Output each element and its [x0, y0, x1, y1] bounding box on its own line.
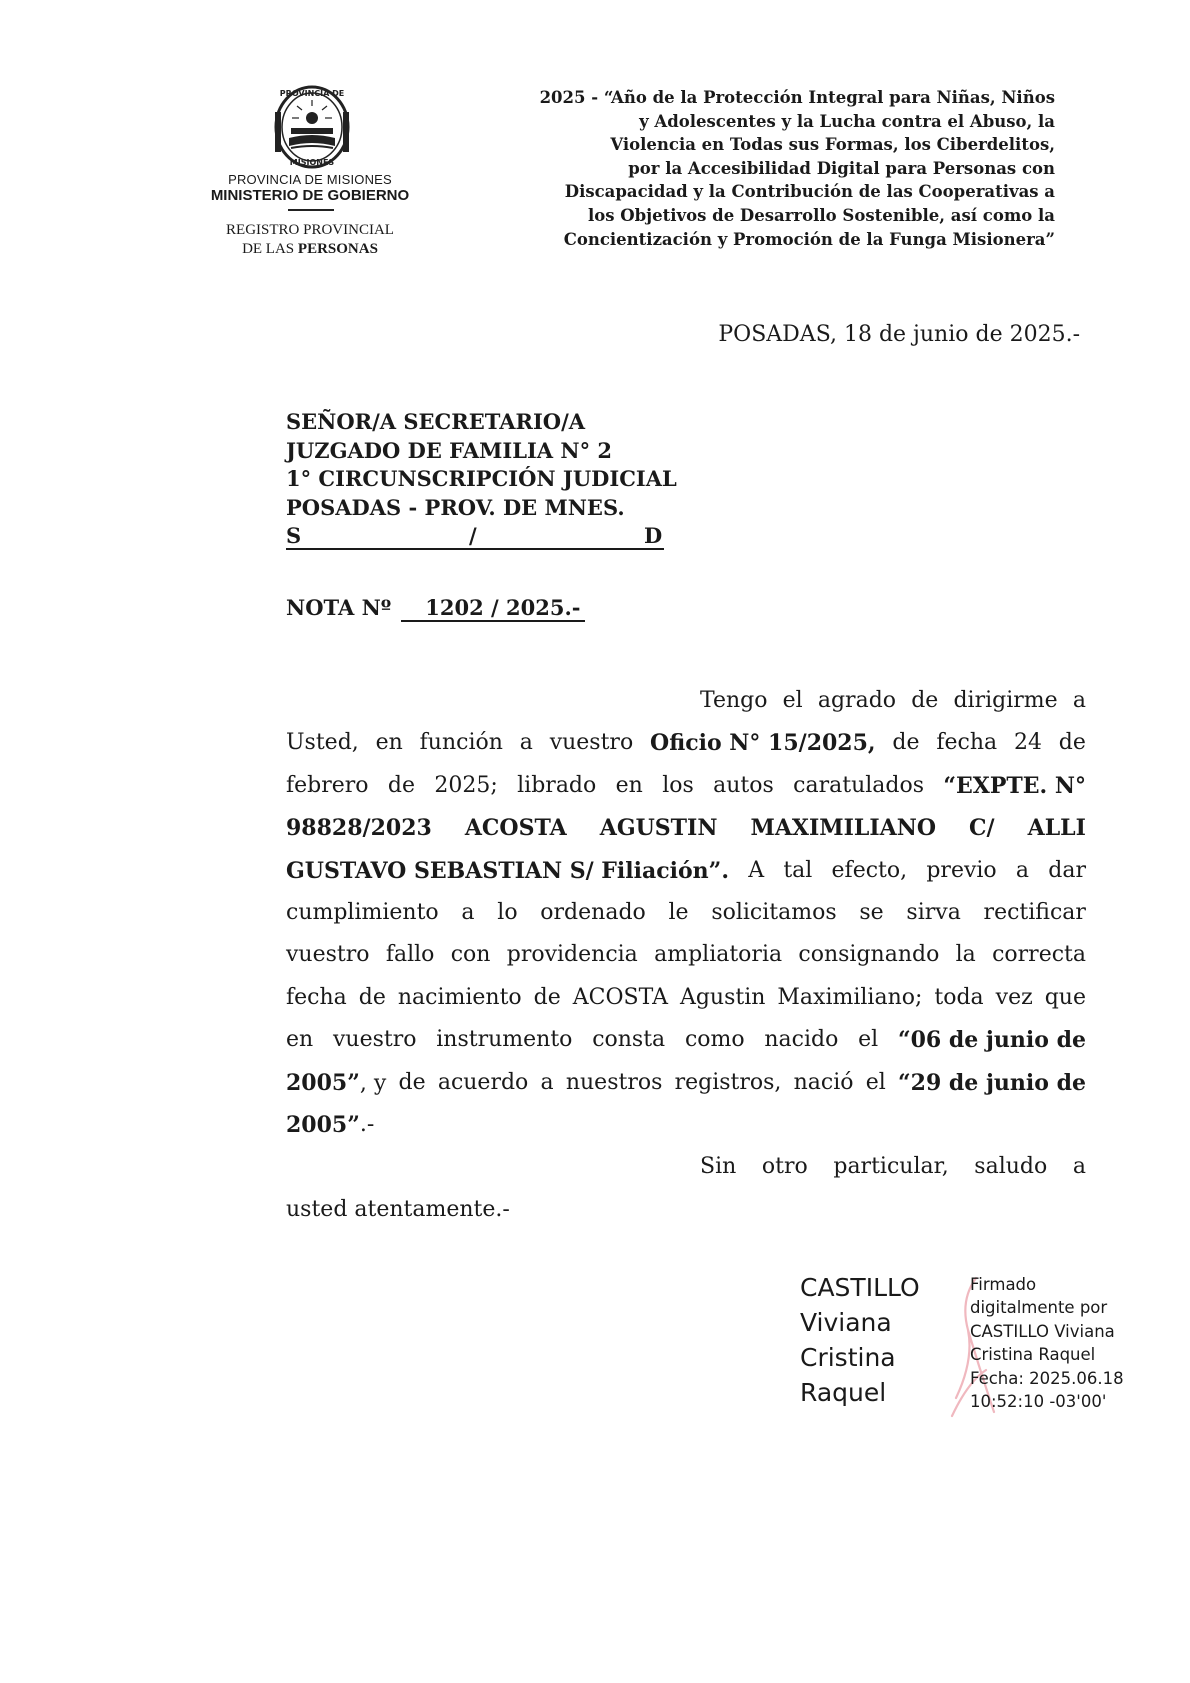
word: a — [1072, 688, 1086, 713]
word: acuerdo — [437, 1069, 529, 1095]
signer-name-line: CASTILLO — [800, 1273, 920, 1302]
word: MAXIMILIANO — [750, 815, 937, 842]
word: febrero — [286, 772, 369, 798]
org-registry-line1: REGISTRO PROVINCIAL — [226, 222, 394, 238]
date-line: POSADAS, 18 de junio de 2025.- — [718, 322, 1080, 347]
org-ministry: MINISTERIO DE GOBIERNO — [210, 187, 410, 204]
word: el — [858, 1027, 879, 1053]
body-line — [286, 1019, 1086, 1061]
body-line — [286, 850, 1086, 892]
word: cumplimiento — [286, 899, 439, 925]
word: en — [375, 730, 403, 756]
word: en — [615, 772, 643, 798]
word: , y — [359, 1070, 387, 1096]
word: registros, — [674, 1069, 782, 1095]
signature-detail-line: 10:52:10 -03'00' — [970, 1392, 1107, 1412]
oficio-ref: Oficio N° 15/2025, — [650, 730, 876, 757]
body-line — [286, 892, 1086, 934]
word: efecto, — [831, 857, 908, 883]
org-registry-prefix: DE LAS — [242, 241, 295, 257]
recorded-date-start: “06 de junio de — [897, 1027, 1086, 1054]
word: vez — [995, 984, 1033, 1010]
closing-line — [286, 1146, 1086, 1188]
correct-date-start: “29 de junio de — [898, 1069, 1086, 1096]
signature-detail-line: Cristina Raquel — [970, 1345, 1096, 1365]
word: ordenado — [540, 899, 646, 925]
word: le — [668, 899, 689, 925]
sd-s: S — [286, 523, 302, 548]
letter-body — [286, 680, 1086, 1231]
signature-details — [970, 1273, 1124, 1413]
word: de — [533, 984, 561, 1010]
signer-name — [800, 1270, 920, 1410]
word: ampliatoria — [654, 942, 783, 968]
word: los — [662, 772, 694, 798]
word: se — [859, 899, 884, 925]
word: Sin — [700, 1154, 737, 1180]
word: toda — [934, 984, 984, 1010]
word: vuestro — [286, 942, 370, 968]
motto-line: Concientización y Promoción de la Funga Misionera” — [563, 229, 1055, 249]
word: a — [540, 1069, 554, 1095]
signature-detail-line: Firmado — [970, 1275, 1037, 1294]
addressee-block — [286, 408, 806, 550]
motto-line: 2025 - “Año de la Protección Integral para Niñas, Niños — [539, 88, 1055, 107]
word: 2025; — [434, 772, 498, 798]
crest-label-top: PROVINCIA DE — [279, 89, 345, 98]
note-number — [286, 595, 585, 622]
word: nacido — [764, 1027, 839, 1053]
motto-line: Violencia en Todas sus Formas, los Ciberdelitos, — [610, 135, 1055, 155]
note-label: NOTA Nº — [286, 595, 392, 620]
word: autos — [713, 772, 774, 798]
word: Maximiliano; — [777, 984, 923, 1010]
word-group — [286, 1062, 386, 1104]
org-province: PROVINCIA DE MISIONES — [228, 172, 392, 187]
crest-label-bottom: MISIONES — [289, 158, 335, 167]
word: vuestro — [549, 730, 634, 756]
closing-text: usted atentamente.- — [286, 1196, 510, 1222]
word: el — [782, 688, 803, 713]
word: Usted, — [286, 730, 359, 756]
word: providencia — [506, 942, 638, 968]
motto-line: Discapacidad y la Contribución de las Cooperativas a — [564, 182, 1055, 202]
word: A — [748, 857, 765, 883]
word: agrado — [817, 688, 897, 713]
word: en — [286, 1027, 314, 1053]
word: de — [892, 730, 920, 756]
word: ACOSTA — [572, 984, 668, 1010]
word: de — [398, 1069, 426, 1095]
word: Tengo — [700, 688, 768, 713]
word: a — [1072, 1154, 1086, 1180]
word: previo — [926, 857, 997, 883]
body-line — [286, 977, 1086, 1019]
word: librado — [517, 772, 597, 798]
word: instrumento — [436, 1027, 573, 1053]
word: tal — [783, 857, 813, 883]
word: rectificar — [983, 899, 1086, 925]
word: AGUSTIN — [599, 815, 718, 842]
word: 24 — [1013, 730, 1042, 756]
word: dar — [1048, 857, 1086, 883]
body-line — [286, 680, 1086, 722]
body-line — [286, 722, 1086, 764]
word: C/ — [969, 815, 995, 842]
org-registry-bold: PERSONAS — [297, 241, 378, 257]
word: .- — [359, 1111, 375, 1137]
word: particular, — [833, 1154, 949, 1180]
signer-name-line: Viviana — [800, 1308, 892, 1337]
word: fecha — [936, 730, 998, 756]
sd-underline — [286, 548, 664, 550]
word: función — [419, 730, 503, 756]
word: nació — [793, 1069, 854, 1095]
addressee-line: JUZGADO DE FAMILIA N° 2 — [286, 437, 613, 463]
motto-line: por la Accesibilidad Digital para Personas con — [628, 158, 1055, 178]
signature-detail-line: CASTILLO Viviana — [970, 1321, 1115, 1341]
case-ref-end: GUSTAVO SEBASTIAN S/ Filiación”. — [286, 857, 729, 884]
word: Agustin — [679, 984, 766, 1010]
addressee-line: 1° CIRCUNSCRIPCIÓN JUDICIAL — [286, 466, 677, 491]
province-crest-icon — [267, 82, 357, 174]
signer-name-line: Cristina — [800, 1343, 896, 1372]
word: con — [450, 942, 491, 968]
word: de — [911, 688, 939, 713]
word: a — [519, 730, 533, 756]
word: a — [461, 899, 475, 925]
word: 98828/2023 — [286, 815, 432, 842]
motto-line: y Adolescentes y la Lucha contra el Abuso, la — [639, 111, 1055, 131]
word: la — [955, 942, 976, 968]
word: correcta — [992, 942, 1086, 968]
sd-line — [286, 522, 664, 550]
word: solicitamos — [711, 899, 837, 925]
recorded-date-end: 2005” — [286, 1069, 360, 1096]
body-line — [286, 1104, 1086, 1146]
sd-slash: / — [469, 523, 477, 548]
word: ALLI — [1027, 815, 1086, 842]
word: el — [865, 1069, 886, 1095]
word: dirigirme — [953, 688, 1058, 713]
word: fallo — [385, 942, 435, 968]
word: otro — [761, 1154, 808, 1180]
word: a — [1015, 857, 1030, 883]
org-registry-line2 — [190, 241, 430, 258]
word: lo — [497, 899, 518, 925]
word: sirva — [906, 899, 961, 925]
word: vuestro — [332, 1027, 417, 1053]
header-divider — [288, 209, 334, 211]
word: consta — [592, 1027, 666, 1053]
word: de — [387, 772, 416, 798]
word: como — [684, 1027, 745, 1053]
sd-d: D — [644, 523, 663, 548]
word: de — [1058, 730, 1086, 756]
word: fecha — [286, 984, 347, 1010]
signature-detail-line: Fecha: 2025.06.18 — [970, 1368, 1124, 1388]
addressee-line: SEÑOR/A SECRETARIO/A — [286, 409, 586, 434]
signer-name-line: Raquel — [800, 1378, 887, 1407]
word: saludo — [974, 1154, 1048, 1180]
word: consignando — [798, 942, 940, 968]
word: de — [358, 984, 386, 1010]
signature-detail-line: digitalmente por — [970, 1298, 1108, 1318]
word: caratulados — [793, 772, 925, 798]
body-line — [286, 934, 1086, 976]
motto-line: los Objetivos de Desarrollo Sostenible, así como la — [587, 205, 1055, 225]
year-motto — [440, 86, 1055, 251]
correct-date-end: 2005” — [286, 1111, 360, 1138]
body-line — [286, 765, 1086, 807]
closing-line — [286, 1189, 1086, 1231]
addressee-line: POSADAS - PROV. DE MNES. — [286, 494, 625, 520]
word: nacimiento — [397, 984, 522, 1010]
word: ACOSTA — [464, 815, 567, 842]
body-line — [286, 1062, 1086, 1104]
word: que — [1044, 984, 1086, 1010]
body-line — [286, 807, 1086, 849]
case-ref-start: “EXPTE. N° — [943, 772, 1086, 799]
note-number-value: 1202 / 2025.- — [401, 596, 584, 622]
word: nuestros — [565, 1069, 663, 1095]
